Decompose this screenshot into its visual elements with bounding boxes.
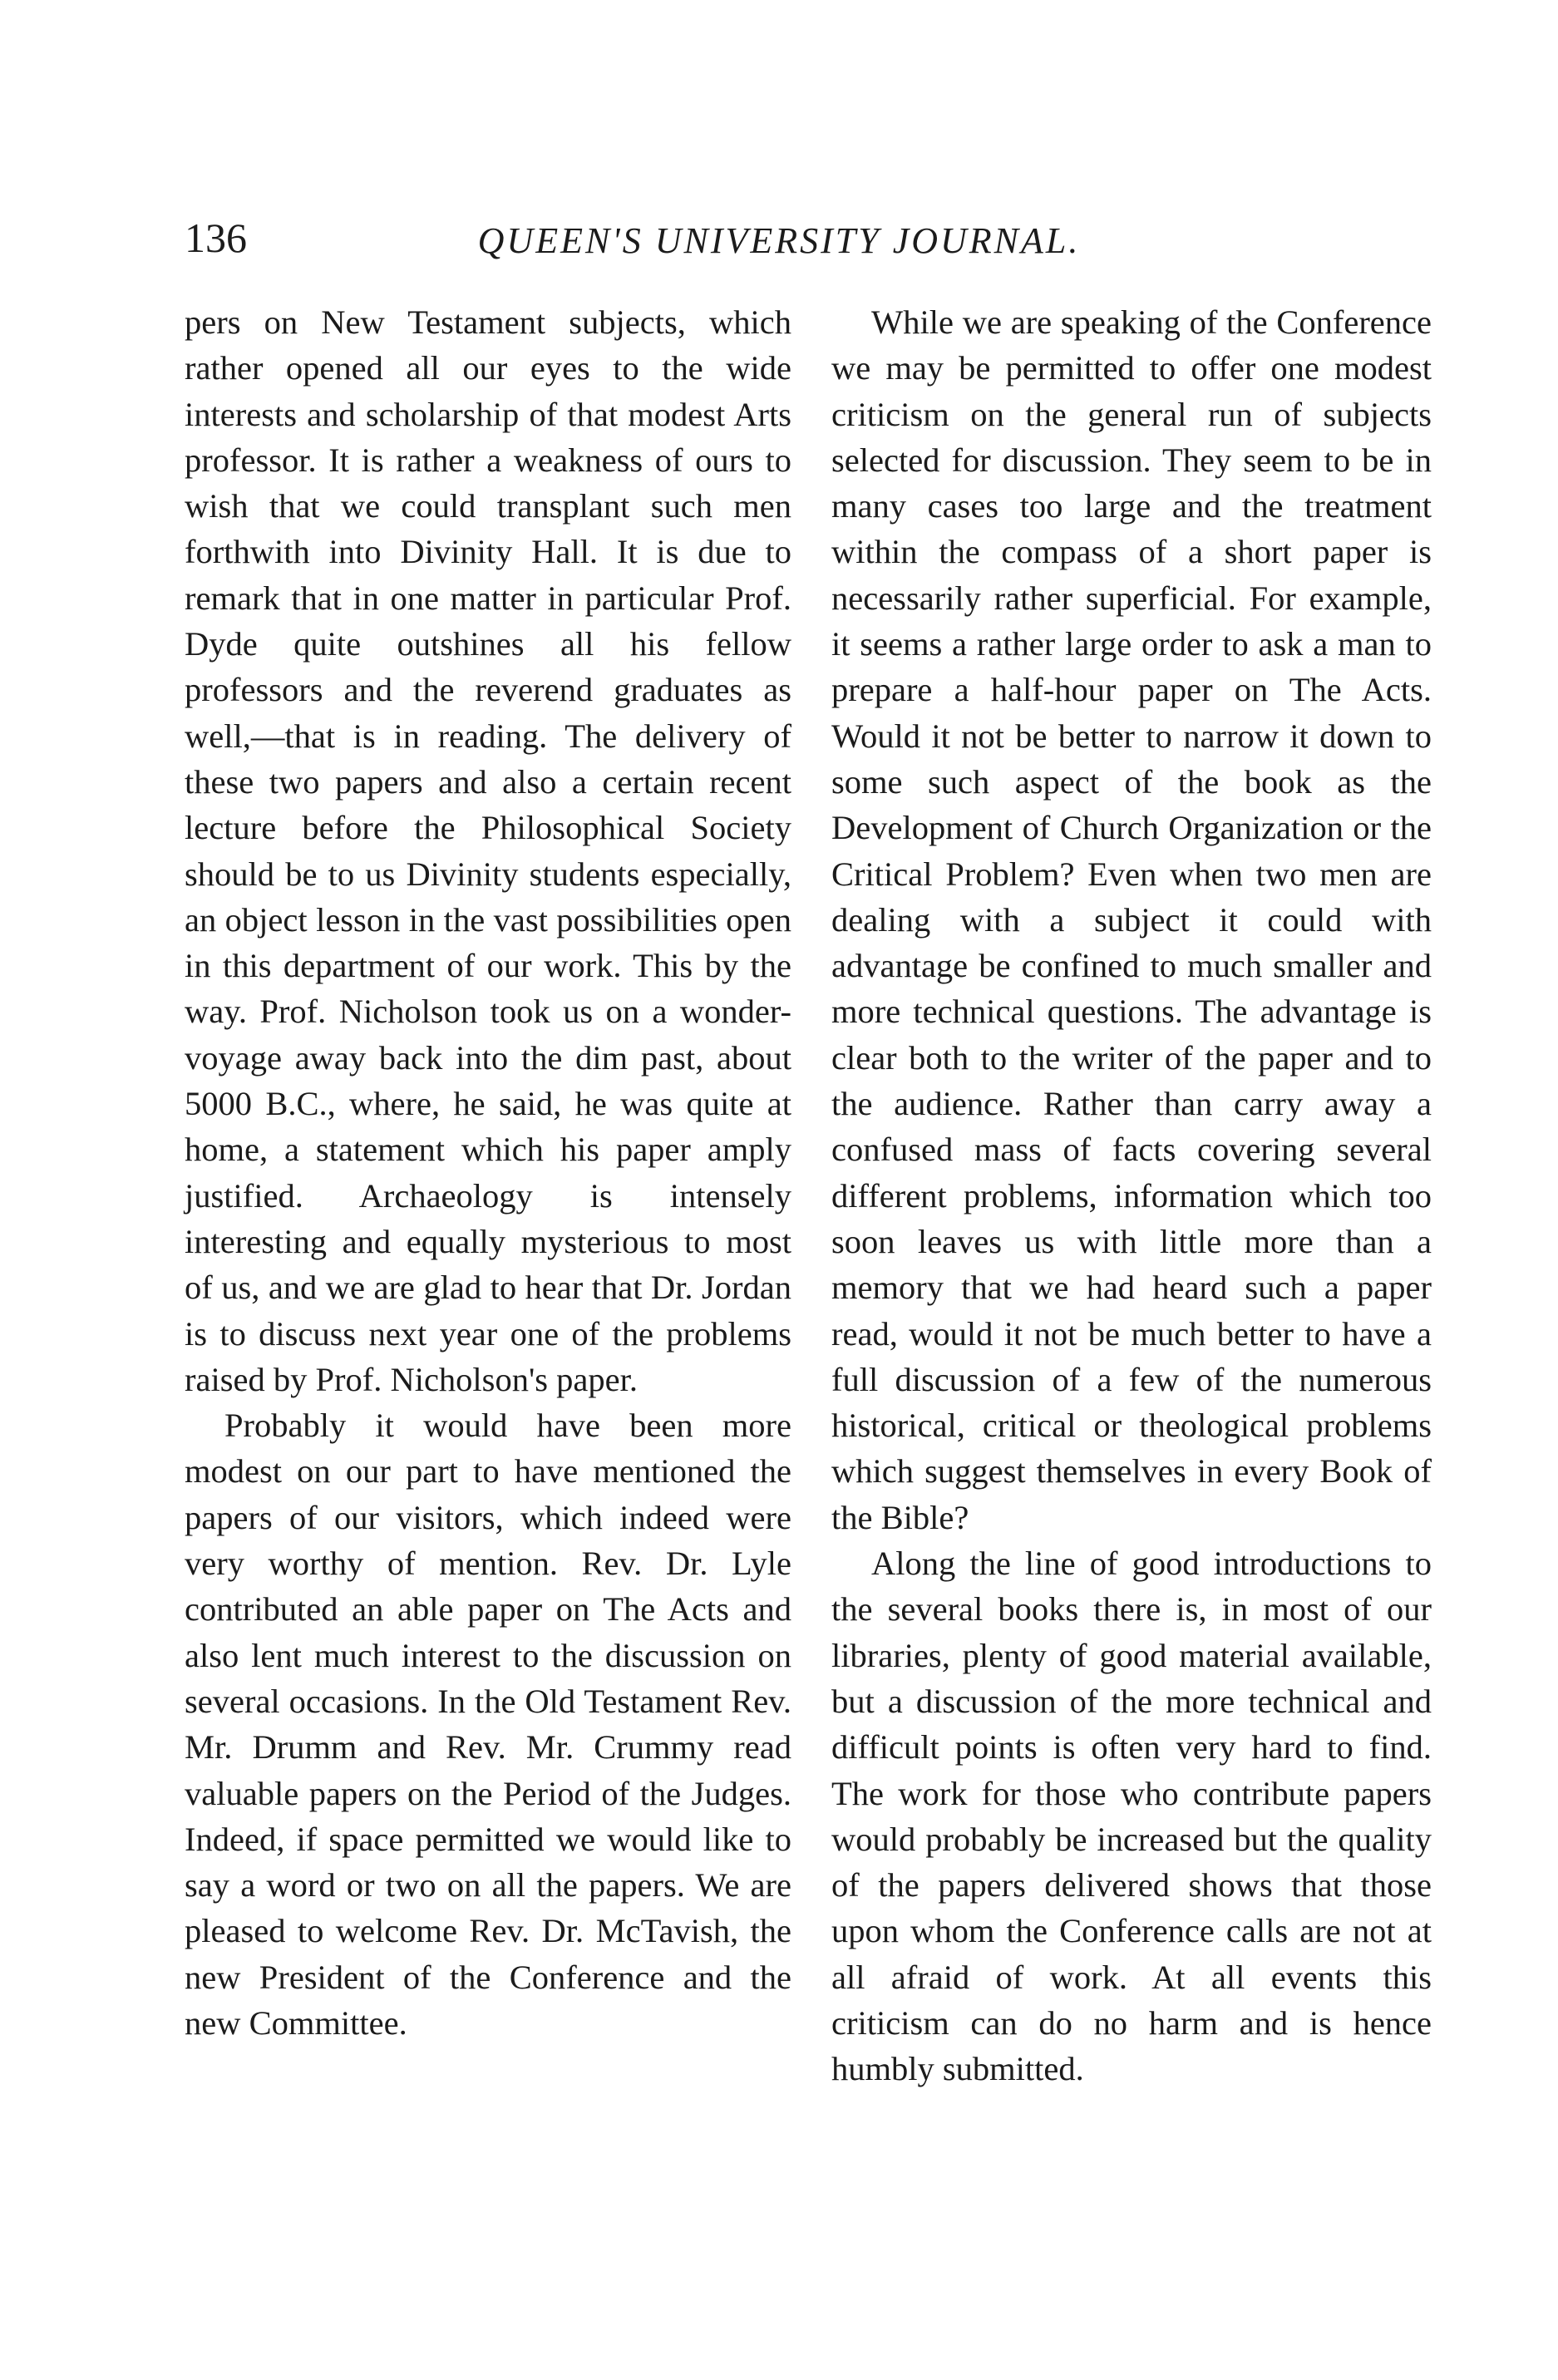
paragraph: Probably it would have been more modest on our part to have mentioned the papers of our visitors, which indeed were very worthy of mention. Rev. Dr. Lyle contributed an able paper on The Acts and also lent much interest to the discussion on several occasions. In the Old Testament Rev. Mr. Drumm and Rev. Mr. Crummy read valuable papers on the Period of the Judges. Indeed, if space permitted we would like to say a word or two on all the papers. We are pleased to welcome Rev. Dr. McTavish, the new President of the Conference and the new Committee.	[185, 1407, 791, 2042]
left-column	[185, 299, 791, 2046]
running-title: QUEEN'S UNIVERSITY JOURNAL.	[477, 220, 1081, 261]
right-column	[831, 299, 1432, 2092]
paragraph: pers on New Testament subjects, which rather opened all our eyes to the wide interests and scholarship of that modest Arts professor. It is rather a weakness of ours to wish that we could transplant such men forthwith into Divinity Hall. It is due to remark that in one matter in particular Prof. Dyde quite outshines all his fellow professors and the reverend graduates as well,—that is in reading. The delivery of these two papers and also a certain recent lecture before the Philosophical Society should be to us Divinity students especially, an object lesson in the vast possibilities open in this department of our work. This by the way. Prof. Nicholson took us on a wonder-voyage away back into the dim past, about 5000 B.C., where, he said, he was quite at home, a statement which his paper amply justified. Archaeology is intensely interesting and equally mysterious to most of us, and we are glad to hear that Dr. Jordan is to discuss next year one of the problems raised by Prof. Nicholson's paper.	[185, 303, 791, 1398]
paragraph: While we are speaking of the Conference we may be permitted to offer one modest criticism on the general run of subjects selected for discussion. They seem to be in many cases too large and the treatment within the compass of a short paper is necessarily rather superficial. For example, it seems a rather large order to ask a man to prepare a half-hour paper on The Acts. Would it not be better to narrow it down to some such aspect of the book as the Development of Church Organization or the Critical Problem? Even when two men are dealing with a subject it could with advantage be confined to much smaller and more technical questions. The advantage is clear both to the writer of the paper and to the audience. Rather than carry away a confused mass of facts covering several different problems, information which too soon leaves us with little more than a memory that we had heard such a paper read, would it not be much better to have a full discussion of a few of the numerous historical, critical or theological problems which suggest themselves in every Book of the Bible?	[831, 303, 1432, 1536]
paragraph: Along the line of good introductions to the several books there is, in most of our libraries, plenty of good material available, but a discussion of the more technical and difficult points is often very hard to find. The work for those who contribute papers would probably be increased but the quality of the papers delivered shows that those upon whom the Conference calls are not at all afraid of work. At all events this criticism can do no harm and is hence humbly submitted.	[831, 1545, 1432, 2088]
page-number: 136	[185, 214, 247, 261]
